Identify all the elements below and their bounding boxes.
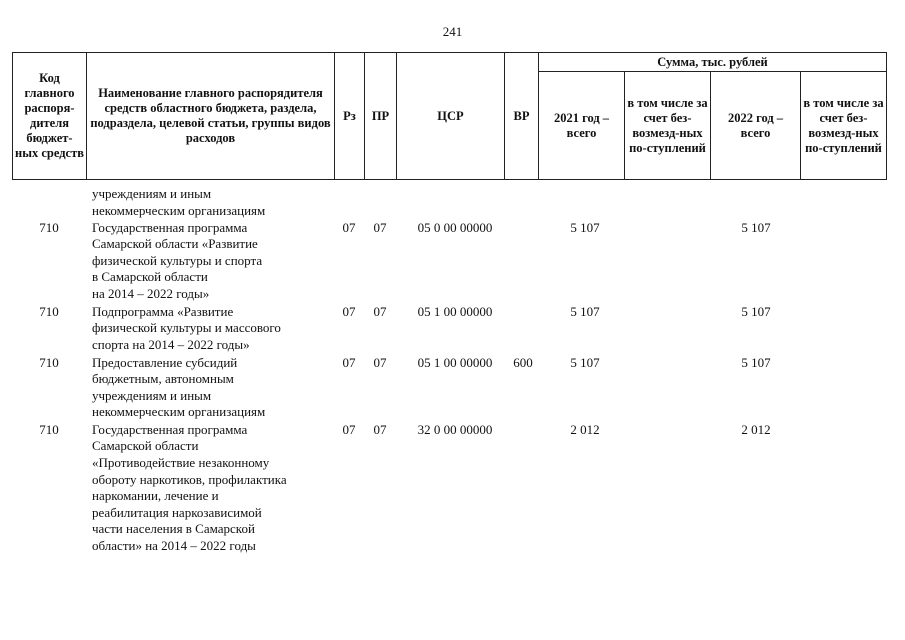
cell-name-line: обороту наркотиков, профилактика <box>92 471 287 487</box>
cell-pr: 07 <box>373 354 387 370</box>
cell-name-line: Предоставление субсидий <box>92 354 238 370</box>
cell-name-line: Государственная программа <box>92 421 248 437</box>
cell-vr: 600 <box>513 354 533 370</box>
header-2022-free: в том числе за счет без-возмезд-ных по-ступлений <box>801 72 887 180</box>
header-2022-total: 2022 год – всего <box>711 72 801 180</box>
cell-name-line: Государственная программа <box>92 219 248 235</box>
cell-code: 710 <box>39 421 59 437</box>
cell-pr: 07 <box>373 303 387 319</box>
cell-csr: 05 0 00 00000 <box>417 219 493 235</box>
cell-name-line: «Противодействие незаконному <box>92 455 270 471</box>
header-name: Наименование главного распорядителя средств областного бюджета, раздела, подраздела, целевой статьи, группы видов расходов <box>87 53 335 180</box>
cell-name <box>92 220 337 303</box>
cell-csr: 32 0 00 00000 <box>417 421 493 437</box>
cell-name-line: бюджетным, автономным <box>92 371 234 387</box>
cell-csr: 05 1 00 00000 <box>417 354 493 370</box>
cell-name-line: учреждениям и иным <box>92 387 212 403</box>
cell-rz: 07 <box>342 219 356 235</box>
table-header <box>12 52 887 180</box>
cell-name <box>92 186 337 219</box>
cell-sum-2022: 5 107 <box>741 354 771 370</box>
header-code: Код главного распоря-дителя бюджет-ных средств <box>13 53 87 180</box>
cell-sum-2021: 5 107 <box>570 354 600 370</box>
page-number: 241 <box>442 24 463 39</box>
cell-name-line: части населения в Самарской <box>92 521 255 537</box>
header-rz: Рз <box>335 53 365 180</box>
cell-name-line: реабилитация наркозависимой <box>92 504 262 520</box>
cell-sum-2021: 2 012 <box>570 421 600 437</box>
cell-name-line: на 2014 – 2022 годы» <box>92 286 210 302</box>
cell-name-line: наркомании, лечение и <box>92 488 219 504</box>
cell-name-line: спорта на 2014 – 2022 годы» <box>92 336 250 352</box>
cell-code: 710 <box>39 303 59 319</box>
cell-csr: 05 1 00 00000 <box>417 303 493 319</box>
header-sum: Сумма, тыс. рублей <box>539 53 887 72</box>
cell-sum-2022: 5 107 <box>741 219 771 235</box>
cell-name-line: физической культуры и спорта <box>92 252 263 268</box>
cell-rz: 07 <box>342 354 356 370</box>
cell-code: 710 <box>39 219 59 235</box>
cell-name-line: области» на 2014 – 2022 годы <box>92 538 256 554</box>
cell-sum-2021: 5 107 <box>570 219 600 235</box>
cell-pr: 07 <box>373 421 387 437</box>
cell-code: 710 <box>39 354 59 370</box>
cell-rz: 07 <box>342 421 356 437</box>
cell-sum-2021: 5 107 <box>570 303 600 319</box>
cell-rz: 07 <box>342 303 356 319</box>
cell-name-line: в Самарской области <box>92 269 208 285</box>
cell-name-line: Самарской области «Развитие <box>92 236 258 252</box>
cell-name-line: учреждениям и иным <box>92 186 212 201</box>
cell-name <box>92 355 337 421</box>
cell-sum-2022: 2 012 <box>741 421 771 437</box>
cell-name <box>92 422 337 555</box>
header-pr: ПР <box>365 53 397 180</box>
cell-name-line: некоммерческим организациям <box>92 404 266 420</box>
header-csr: ЦСР <box>397 53 505 180</box>
cell-name-line: Самарской области <box>92 438 199 454</box>
cell-name-line: Подпрограмма «Развитие <box>92 303 234 319</box>
header-2021-free: в том числе за счет без-возмезд-ных по-ступлений <box>625 72 711 180</box>
header-2021-total: 2021 год – всего <box>539 72 625 180</box>
header-vr: ВР <box>505 53 539 180</box>
cell-name-line: некоммерческим организациям <box>92 202 266 218</box>
cell-name <box>92 304 337 354</box>
cell-sum-2022: 5 107 <box>741 303 771 319</box>
cell-pr: 07 <box>373 219 387 235</box>
cell-name-line: физической культуры и массового <box>92 320 281 336</box>
